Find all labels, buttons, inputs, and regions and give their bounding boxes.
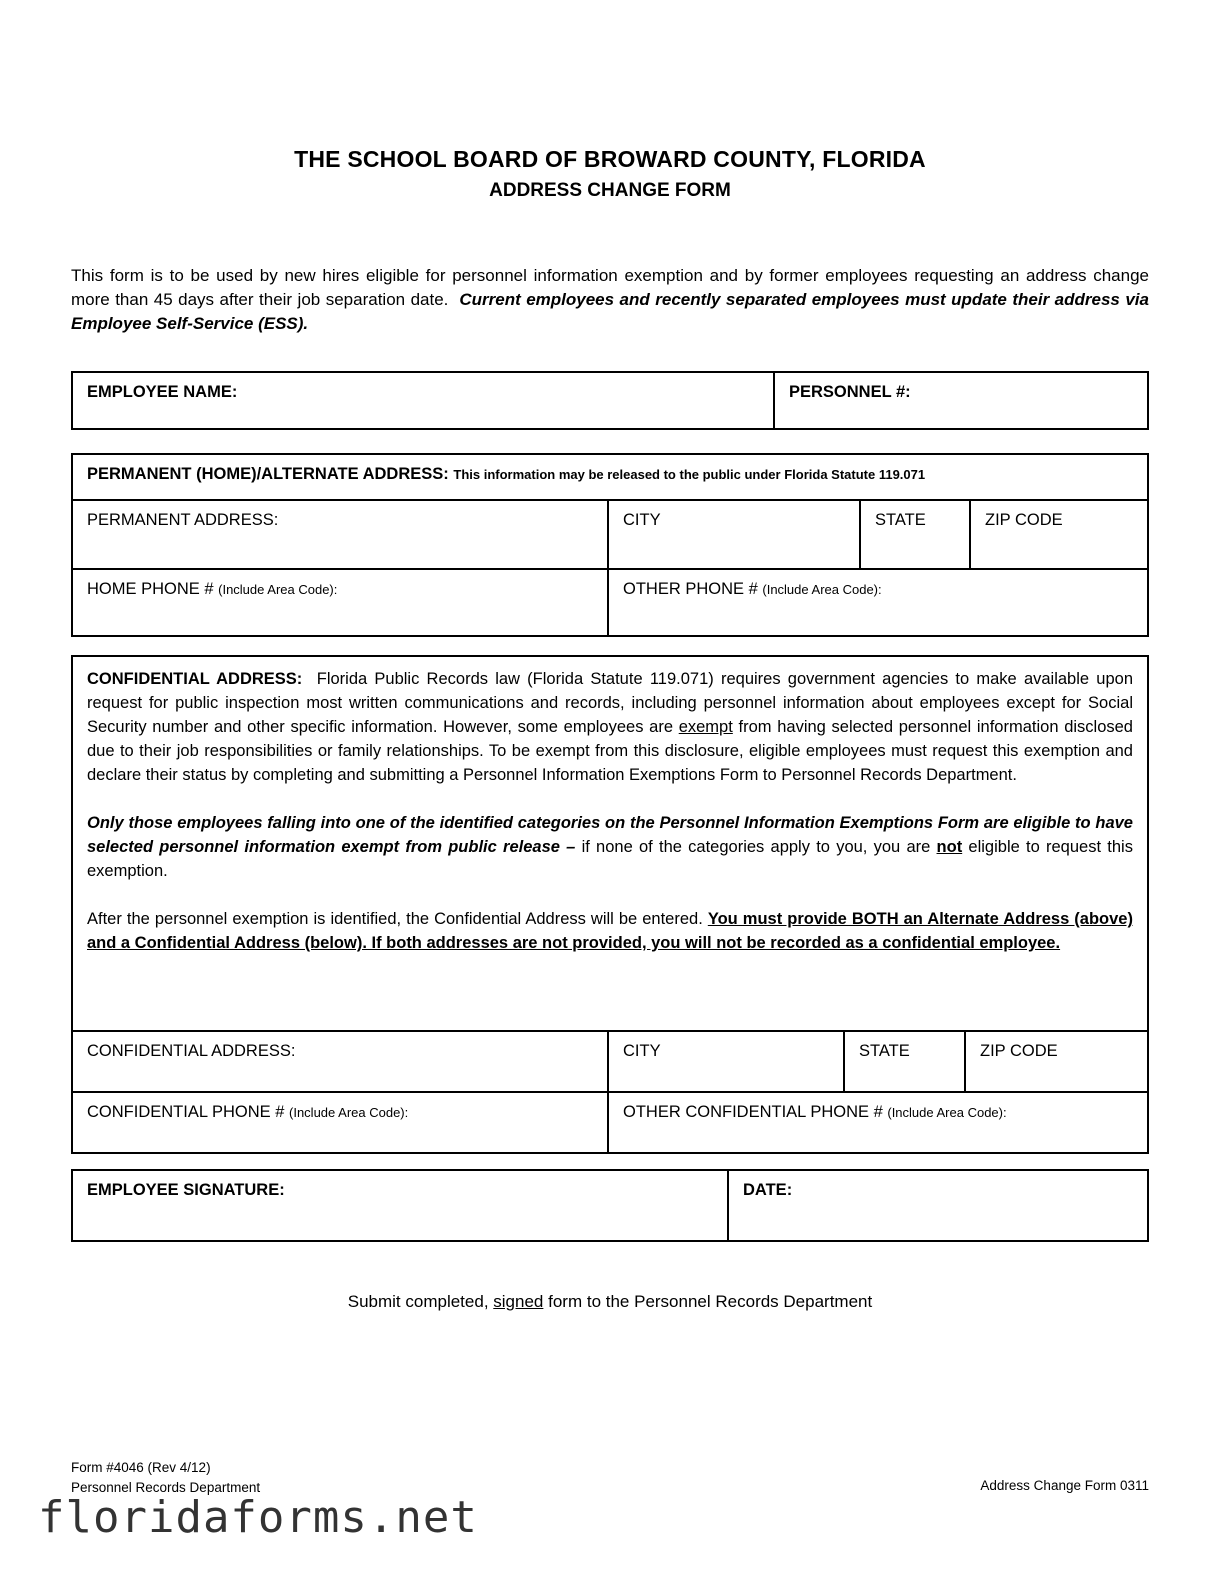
personnel-number-label: PERSONNEL #:: [789, 383, 911, 401]
employee-box: [71, 371, 1149, 430]
submit-instructions: [71, 1292, 1149, 1312]
permanent-state-label: STATE: [875, 511, 926, 529]
confidential-phone-field[interactable]: [72, 1092, 608, 1153]
confidential-p1-text-a: Florida Public Records law (Florida Statute 119.071) requires government agencies to make available upon request for public inspection most written communications and records, including personnel information about employees except for Social Security number and other specific information. However, some employees are: [87, 670, 1133, 736]
watermark: floridaforms.net: [38, 1492, 478, 1543]
not-word: not: [936, 838, 963, 856]
permanent-zip-label: ZIP CODE: [985, 511, 1063, 529]
confidential-paragraph-2: [87, 811, 1133, 883]
other-confidential-phone-area-note: (Include Area Code):: [887, 1105, 1007, 1120]
other-confidential-phone-label: OTHER CONFIDENTIAL PHONE #: [623, 1103, 883, 1121]
permanent-address-heading-row: [72, 454, 1148, 500]
confidential-city-label: CITY: [623, 1042, 661, 1060]
page-title: THE SCHOOL BOARD OF BROWARD COUNTY, FLORIDA: [294, 146, 926, 172]
confidential-phone-label: CONFIDENTIAL PHONE #: [87, 1103, 285, 1121]
intro-paragraph: [71, 264, 1149, 336]
exempt-word: exempt: [678, 718, 733, 736]
confidential-paragraph-3: [87, 907, 1133, 955]
confidential-state-label: STATE: [859, 1042, 910, 1060]
permanent-address-label: PERMANENT ADDRESS:: [87, 511, 279, 529]
footer-form-code: Address Change Form 0311: [980, 1478, 1149, 1493]
employee-signature-field[interactable]: [72, 1170, 728, 1241]
confidential-p3-text-a: After the personnel exemption is identified, the Confidential Address will be entered.: [87, 910, 703, 928]
intro-emphasis: Current employees and recently separated employees must update their address via Employee Self-Service (ESS).: [71, 290, 1149, 333]
confidential-state-field[interactable]: [844, 1031, 965, 1092]
confidential-p1-text-b: from having selected personnel information disclosed due to their job responsibilities or family relationships. To be exempt from this disclosure, eligible employees must request this exemption and declare their status by completing and submitting a Personnel Information Exemptions Form to Personnel Records Department.: [87, 718, 1133, 784]
confidential-phone-area-note: (Include Area Code):: [289, 1105, 409, 1120]
permanent-address-box: [71, 453, 1149, 637]
submit-text-b: form to the Personnel Records Department: [548, 1292, 873, 1311]
date-label: DATE:: [743, 1181, 793, 1199]
other-phone-field[interactable]: [608, 569, 1148, 636]
permanent-zip-field[interactable]: [970, 500, 1148, 569]
public-release-note: This information may be released to the public under Florida Statute 119.071: [453, 467, 926, 482]
confidential-zip-field[interactable]: [965, 1031, 1148, 1092]
footer-department: Personnel Records Department: [71, 1480, 261, 1495]
signature-box: [71, 1169, 1149, 1242]
confidential-city-field[interactable]: [608, 1031, 844, 1092]
permanent-state-field[interactable]: [860, 500, 970, 569]
confidential-p2-text-b: eligible to request this exemption.: [87, 838, 1133, 880]
personnel-number-field[interactable]: [774, 372, 1148, 429]
other-phone-area-note: (Include Area Code):: [762, 582, 882, 597]
confidential-address-field[interactable]: [72, 1031, 608, 1092]
confidential-heading: CONFIDENTIAL ADDRESS:: [87, 670, 303, 688]
other-confidential-phone-field[interactable]: [608, 1092, 1148, 1153]
employee-signature-label: EMPLOYEE SIGNATURE:: [87, 1181, 285, 1199]
home-phone-label: HOME PHONE #: [87, 580, 214, 598]
form-subtitle: ADDRESS CHANGE FORM: [489, 180, 731, 201]
confidential-p2-text-a: if none of the categories apply to you, you are: [581, 838, 931, 856]
home-phone-field[interactable]: [72, 569, 608, 636]
employee-name-field[interactable]: [72, 372, 774, 429]
submit-text-a: Submit completed,: [347, 1292, 489, 1311]
intro-text: This form is to be used by new hires eligible for personnel information exemption and by former employees requesting an address change more than 45 days after their job separation date.: [71, 266, 1149, 309]
confidential-info-text: [72, 656, 1148, 1031]
permanent-address-heading: PERMANENT (HOME)/ALTERNATE ADDRESS:: [87, 465, 449, 483]
employee-name-label: EMPLOYEE NAME:: [87, 383, 238, 401]
signed-word: signed: [493, 1292, 544, 1311]
confidential-address-box: [71, 655, 1149, 1154]
eligibility-emphasis: Only those employees falling into one of the identified categories on the Personnel Information Exemptions Form are eligible to have selected personnel information exempt from public release –: [87, 814, 1133, 856]
confidential-address-label: CONFIDENTIAL ADDRESS:: [87, 1042, 296, 1060]
confidential-zip-label: ZIP CODE: [980, 1042, 1058, 1060]
date-field[interactable]: [728, 1170, 1148, 1241]
confidential-paragraph-1: [87, 667, 1133, 787]
both-addresses-requirement: You must provide BOTH an Alternate Address (above) and a Confidential Address (below). If both addresses are not provided, you will not be recorded as a confidential employee.: [87, 910, 1133, 952]
home-phone-area-note: (Include Area Code):: [218, 582, 338, 597]
form-number: Form #4046 (Rev 4/12): [71, 1460, 211, 1475]
other-phone-label: OTHER PHONE #: [623, 580, 758, 598]
permanent-city-field[interactable]: [608, 500, 860, 569]
permanent-city-label: CITY: [623, 511, 661, 529]
permanent-address-field[interactable]: [72, 500, 608, 569]
